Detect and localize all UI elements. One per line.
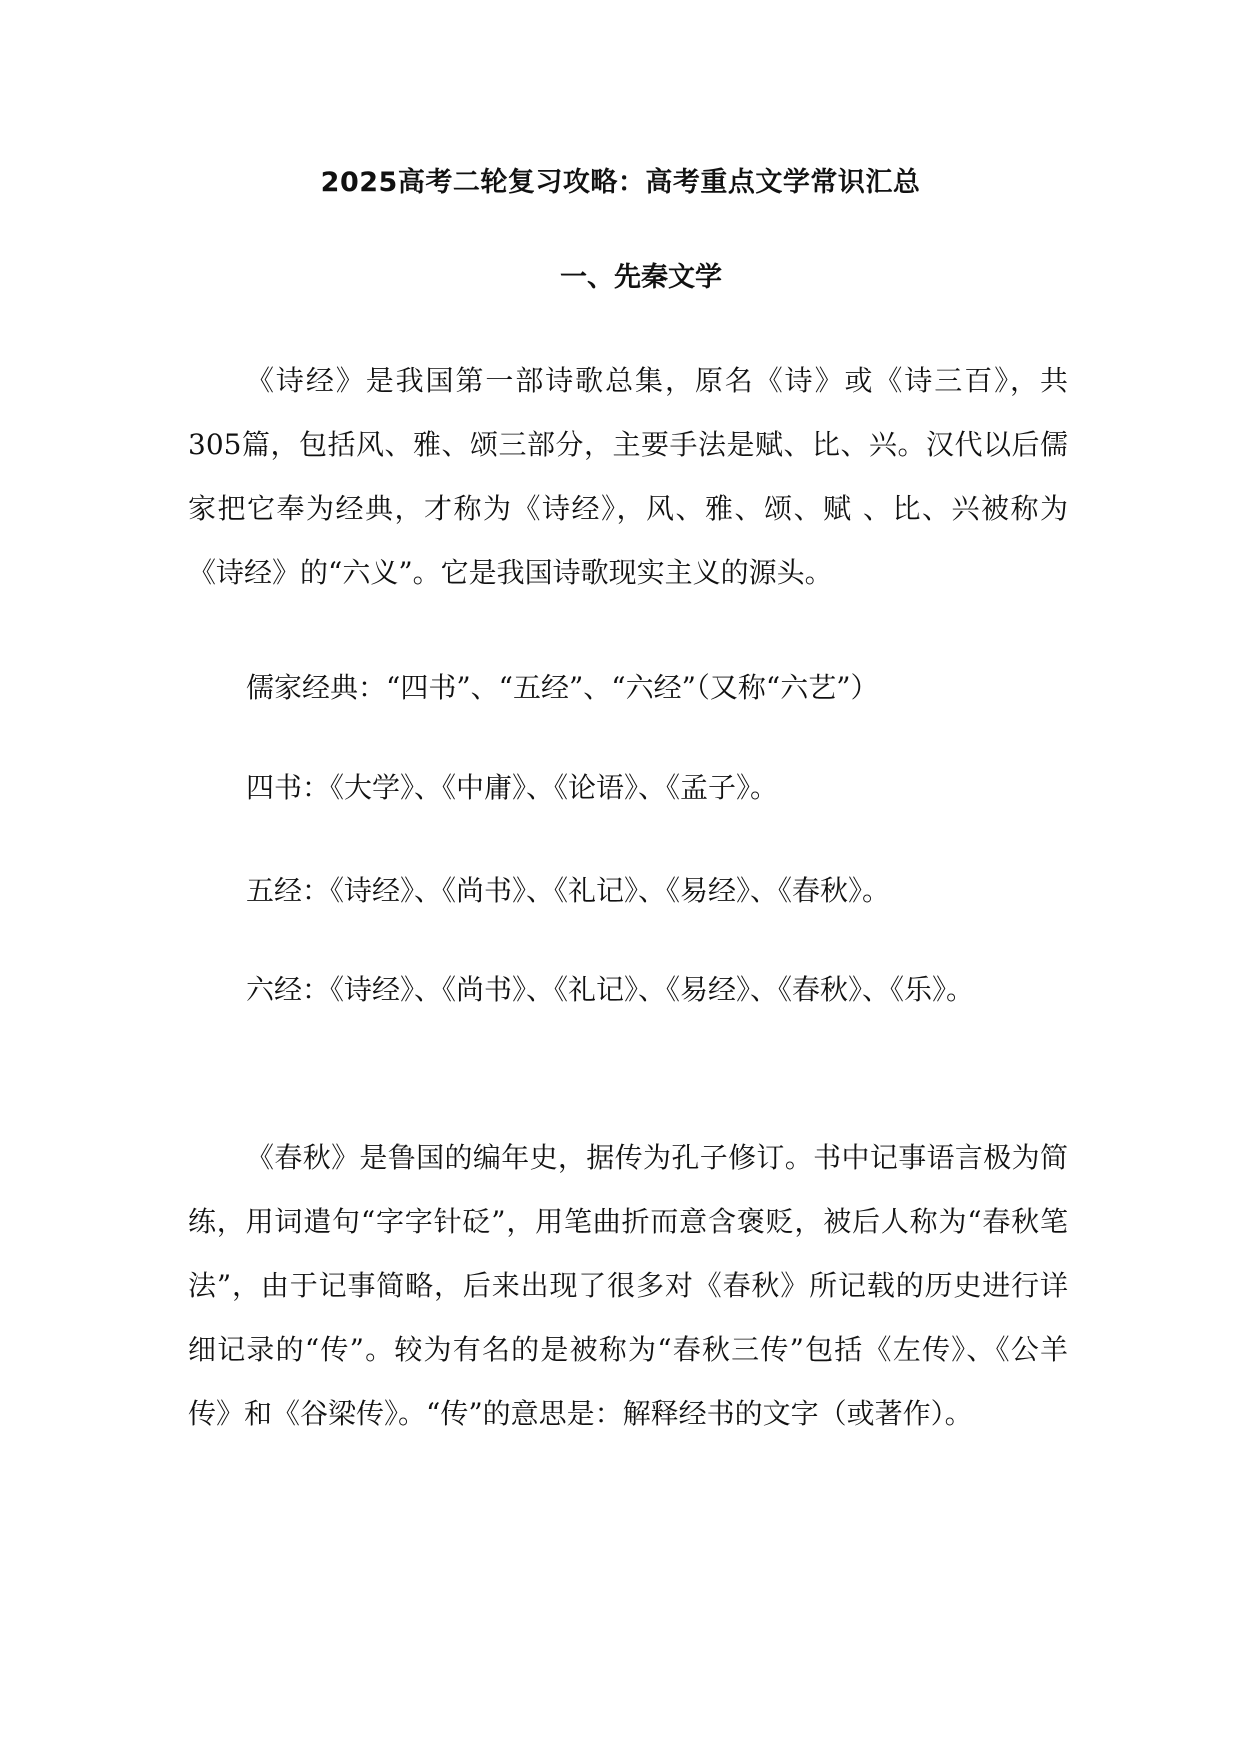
paragraph-shijing: 《诗经》是我国第一部诗歌总集，原名《诗》或《诗三百》，共305篇，包括风、雅、颂三部分，主要手法是赋、比、兴。汉代以后儒家把它奉为经典，才称为《诗经》，风、雅、颂、赋 、比、兴被称为《诗经》的“六义”。它是我国诗歌现实主义的源头。 bbox=[188, 364, 1068, 589]
paragraph-four-books: 四书：《大学》、《中庸》、《论语》、《孟子》。 bbox=[246, 771, 779, 804]
paragraph-confucian-classics: 儒家经典：“四书”、“五经”、“六经”（又称“六艺”） bbox=[246, 671, 879, 704]
paragraph-chunqiu: 《春秋》是鲁国的编年史，据传为孔子修订。书中记事语言极为简练，用词遣句“字字针砭”，用笔曲折而意含褒贬，被后人称为“春秋笔法”，由于记事简略，后来出现了很多对《春秋》所记载的历史进行详细记录的“传”。较为有名的是被称为“春秋三传”包括《左传》、《公羊传》和《谷梁传》。“传”的意思是：解释经书的文字（或著作）。 bbox=[188, 1141, 1068, 1430]
paragraph-five-classics: 五经：《诗经》、《尚书》、《礼记》、《易经》、《春秋》。 bbox=[246, 874, 891, 907]
paragraph-six-classics: 六经：《诗经》、《尚书》、《礼记》、《易经》、《春秋》、《乐》。 bbox=[246, 973, 975, 1006]
document-title: 2025高考二轮复习攻略：高考重点文学常识汇总 bbox=[320, 167, 921, 198]
section-heading: 一、先秦文学 bbox=[560, 262, 722, 293]
